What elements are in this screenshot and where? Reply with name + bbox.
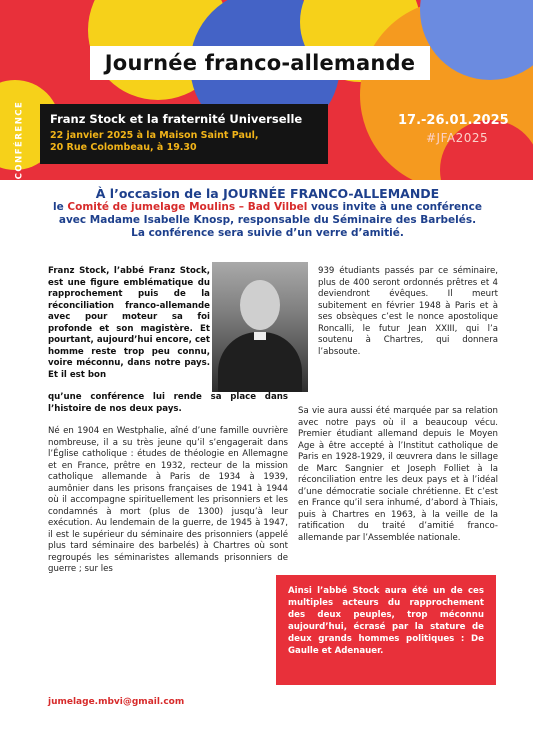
portrait-head [240,280,280,330]
event-address: 20 Rue Colombeau, à 19.30 [50,142,197,153]
contact-email[interactable]: jumelage.mbvi@gmail.com [48,697,185,707]
article-lead-tail: qu’une conférence lui rende sa place dans l’histoire de nos deux pays. [48,392,288,414]
hashtag: #JFA2025 [426,131,489,145]
event-title: Franz Stock et la fraternité Universelle [50,112,303,126]
portrait-body [218,332,302,392]
organizer-name: Comité de jumelage Moulins – Bad Vilbel [67,201,308,213]
article-left-body: Né en 1904 en Westphalie, aîné d’une famille ouvrière nombreuse, il a su très jeune qu’il s’engagerait dans l’Église catholique : études de théologie en Allemagne et en France, prêtre en 1932, recteur de la mission catholique allemande à Paris de 1934 à 1939, aumônier dans les prisons françaises de 1941 à 1944 où il accompagne spirituellement les prisonniers et les condamnés à mort (plus de 1300) jusqu’à leur exécution. Au lendemain de la guerre, de 1945 à 1947, il est le supérieur du séminaire des prisonniers (appelé plus tard séminaire des barbelés) à Chartres où sont regroupés les séminaristes allemands prisonniers de guerre ; sur les [48,426,288,574]
intro-block [30,186,505,240]
side-label [4,100,34,180]
header-banner [0,0,533,180]
article-right-body: Sa vie aura aussi été marquée par sa relation avec notre pays où il a beaucoup vécu. Premier étudiant allemand depuis le Moyen Age à être accepté à l’Institut catholique de Paris en 1928-1929, il œuvrera dans le sillage de Marc Sangnier et Joseph Folliet à la réconciliation entre les deux pays et à l’idéal d’une démocratie sociale chrétienne. Et c’est en France qu’il sera inhumé, d’abord à Thiais, puis à Chartres en 1963, à la veille de la ratification du traité d’amitié franco-allemande par l’Assemblée nationale. [298,406,498,543]
conference-label: CONFÉRENCE [14,100,25,180]
intro-heading [30,186,505,201]
highlight-box [276,575,496,685]
intro-prefix: À l’occasion de la [95,186,224,201]
article-lead: Franz Stock, l’abbé Franz Stock, est une figure emblématique du rapprochement puis de la réconciliation franco-allemande avec pour moteur sa foi profonde et son magistère. Et pourtant, aujourd’hui encore, cet homme reste trop peu connu, voire méconnu, dans notre pays. Et il est bon [48,266,210,380]
intro-invite [30,201,505,214]
event-dates: 17.-26.01.2025 [398,113,509,128]
intro-invite-prefix: le [53,201,68,213]
event-date-venue: 22 janvier 2025 à la Maison Saint Paul, [50,130,259,141]
highlight-text: Ainsi l’abbé Stock aura été un de ces multiples acteurs du rapprochement des deux peuples, trop méconnu aujourd’hui, écrasé par la stature de deux grands hommes politiques : De Gaulle et Adenauer. [288,586,484,656]
article-right-top: 939 étudiants passés par ce séminaire, plus de 400 seront ordonnés prêtres et 4 deviendront évêques. Il meurt subitement en février 1948 à Paris et à ses obsèques c’est le nonce apostolique Roncalli, le futur Jean XXIII, qui l’a soutenu à Chartres, qui donnera l’absoute. [318,266,498,357]
intro-invite-suffix: vous invite à une conférence [307,201,482,213]
title-box [90,46,430,80]
intro-highlight: JOURNÉE FRANCO-ALLEMANDE [223,186,440,201]
event-info-box [40,104,328,164]
portrait-photo [212,262,308,392]
page-title: Journée franco-allemande [104,51,416,75]
reception-line: La conférence sera suivie d’un verre d’amitié. [131,227,404,239]
portrait-collar [254,332,266,340]
speaker-line: avec Madame Isabelle Knosp, responsable du Séminaire des Barbelés. [58,214,477,226]
